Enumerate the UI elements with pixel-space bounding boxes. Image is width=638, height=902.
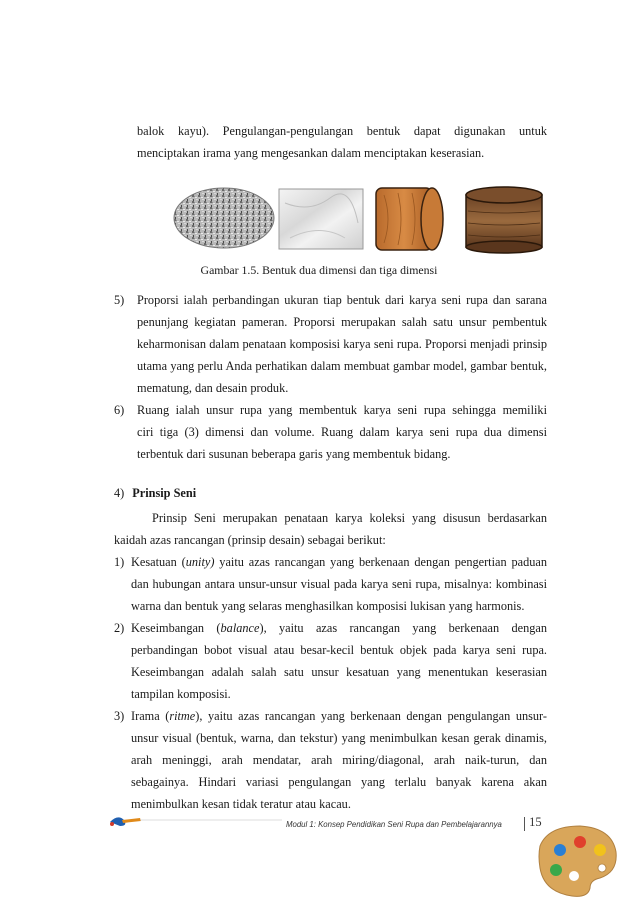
list-item-line: menimbulkan kesan tidak teratur atau kacau. bbox=[131, 797, 351, 811]
list-item-line: mematung, dan desain produk. bbox=[137, 381, 289, 395]
page-number-value: 15 bbox=[529, 815, 542, 829]
intro-paragraph bbox=[137, 120, 547, 164]
list-item bbox=[114, 705, 547, 815]
wood-cylinder-top bbox=[466, 187, 542, 253]
list-item-line: penunjang kegiatan pameran. Proporsi merupakan salah satu unsur pembentuk bbox=[137, 315, 547, 329]
figure-caption: Gambar 1.5. Bentuk dua dimensi dan tiga dimensi bbox=[200, 263, 438, 277]
footer-divider bbox=[524, 817, 525, 831]
list-item-line: unsur visual (bentuk, warna, dan tekstur) yang menimbulkan kesan gerak dinamis, bbox=[131, 731, 547, 745]
figure-shapes-svg bbox=[0, 183, 638, 255]
list-item-line: dan hubungan antara unsur-unsur visual pada karya seni rupa, misalnya: kombinasi bbox=[131, 577, 547, 591]
section-heading bbox=[114, 486, 196, 501]
list-b bbox=[114, 551, 547, 815]
palette-icon bbox=[539, 826, 616, 896]
section-paragraph bbox=[114, 507, 547, 551]
list-item-line: perbandingan bobot visual atau besar-kecil bentuk objek pada karya seni rupa. bbox=[131, 643, 547, 657]
marble-square bbox=[279, 189, 363, 249]
list-a bbox=[114, 289, 547, 465]
list-item-line: sebagainya. Hindari variasi pengulangan yang terlalu banyak karena akan bbox=[131, 775, 547, 789]
list-item-line: tampilan komposisi. bbox=[131, 687, 231, 701]
list-item-line: Kesatuan (unity) yaitu azas rancangan yang berkenaan dengan pengertian paduan bbox=[131, 555, 547, 569]
list-item-number: 5) bbox=[114, 293, 125, 307]
list-item-line: utama yang perlu Anda perhatikan dalam membuat gambar model, gambar bentuk, bbox=[137, 359, 547, 373]
list-item bbox=[114, 617, 547, 705]
list-item-line: Proporsi ialah perbandingan ukuran tiap bentuk dari karya seni rupa dan sarana bbox=[137, 293, 547, 307]
list-item-number: 3) bbox=[114, 709, 125, 723]
list-item-line: arah meninggi, arah mendatar, arah miring/diagonal, arah naik-turun, dan bbox=[131, 753, 547, 767]
section-para-line: Prinsip Seni merupakan penataan karya koleksi yang disusun berdasarkan bbox=[152, 511, 547, 525]
list-item bbox=[114, 551, 547, 617]
list-item-line: keharmonisan dalam penataan komposisi karya seni rupa. Proporsi menjadi prinsip bbox=[137, 337, 547, 351]
granite-ellipse bbox=[174, 188, 274, 248]
list-item-number: 1) bbox=[114, 555, 125, 569]
list-item bbox=[114, 289, 547, 399]
page-number bbox=[526, 815, 542, 830]
wood-cylinder-side bbox=[376, 188, 443, 250]
brush-icon bbox=[110, 817, 141, 826]
list-item bbox=[114, 399, 547, 465]
intro-line: balok kayu). Pengulangan-pengulangan bentuk dapat digunakan untuk bbox=[137, 124, 547, 138]
page-footer bbox=[0, 806, 638, 902]
section-title: Prinsip Seni bbox=[132, 486, 197, 500]
list-item-line: ciri tiga (3) dimensi dan volume. Ruang dalam karya seni rupa dua dimensi bbox=[137, 425, 547, 439]
list-item-line: terbentuk dari susunan beberapa garis yang membentuk bidang. bbox=[137, 447, 451, 461]
list-item-line: Keseimbangan adalah salah satu unsur kesatuan yang menentukan keserasian bbox=[131, 665, 547, 679]
list-item-line: Keseimbangan (balance), yaitu azas rancangan yang berkenaan dengan bbox=[131, 621, 547, 635]
section-number: 4) bbox=[114, 486, 125, 500]
figure-shapes bbox=[0, 183, 638, 255]
section-para-line: kaidah azas rancangan (prinsip desain) sebagai berikut: bbox=[114, 533, 386, 547]
footer-module-title: Modul 1: Konsep Pendidikan Seni Rupa dan Pembelajarannya bbox=[286, 820, 502, 829]
list-item-line: Irama (ritme), yaitu azas rancangan yang berkenaan dengan pengulangan unsur- bbox=[131, 709, 547, 723]
intro-line: menciptakan irama yang mengesankan dalam menciptakan keserasian. bbox=[137, 146, 485, 160]
list-item-number: 6) bbox=[114, 403, 125, 417]
list-item-line: Ruang ialah unsur rupa yang membentuk karya seni rupa sehingga memiliki bbox=[137, 403, 547, 417]
list-item-line: warna dan bentuk yang selaras menghasilkan komposisi lukisan yang harmonis. bbox=[131, 599, 525, 613]
list-item-number: 2) bbox=[114, 621, 125, 635]
